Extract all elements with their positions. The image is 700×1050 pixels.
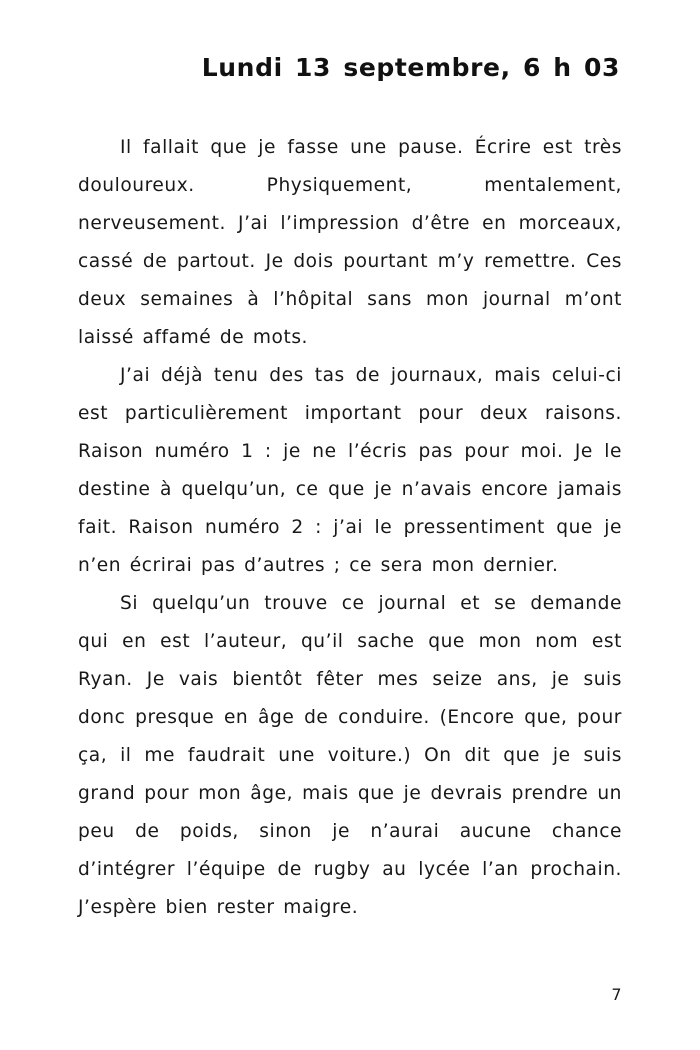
paragraph: J’ai déjà tenu des tas de journaux, mais celui-ci est particulièrement important pour deux raisons. Raison numéro 1 : je ne l’écris pas pour moi. Je le destine à quelqu’un, ce que je n’avais encore jamais fait. Raison numéro 2 : j’ai le pressentiment que je n’en écrirai pas d’autres ; ce sera mon dernier. xyxy=(78,365,622,577)
paragraph: Il fallait que je fasse une pause. Écrire est très douloureux. Physiquement, mentalement, nerveusement. J’ai l’impression d’être en morceaux, cassé de partout. Je dois pourtant m’y remettre. Ces deux semaines à l’hôpital sans mon journal m’ont laissé affamé de mots. xyxy=(78,137,622,349)
page-number: 7 xyxy=(611,985,622,1004)
body-text xyxy=(78,129,622,927)
page-title: Lundi 13 septembre, 6 h 03 xyxy=(201,53,620,82)
paragraph: Si quelqu’un trouve ce journal et se demande qui en est l’auteur, qu’il sache que mon nom est Ryan. Je vais bientôt fêter mes seize ans, je suis donc presque en âge de conduire. (Encore que, pour ça, il me faudrait une voiture.) On dit que je suis grand pour mon âge, mais que je devrais prendre un peu de poids, sinon je n’aurai aucune chance d’intégrer l’équipe de rugby au lycée l’an prochain. J’espère bien rester maigre. xyxy=(78,593,622,919)
